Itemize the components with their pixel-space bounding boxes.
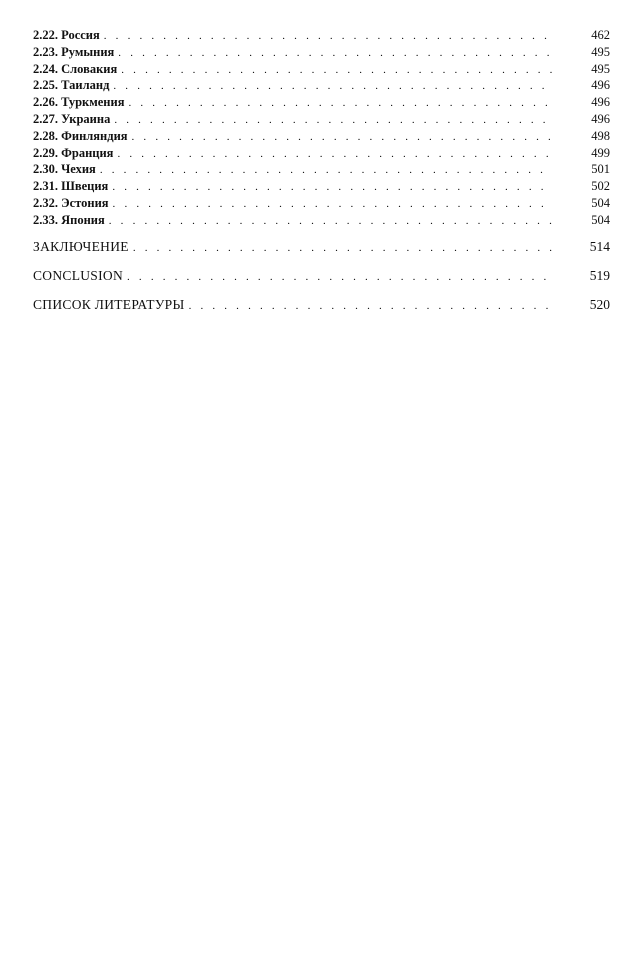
toc-section-title: СПИСОК ЛИТЕРАТУРЫ xyxy=(33,296,185,312)
toc-section-title: ЗАКЛЮЧЕНИЕ xyxy=(33,238,129,254)
toc-entry-slovakia xyxy=(33,62,610,79)
toc-entry-number: 2.22. xyxy=(33,28,58,42)
toc-entry-page: 498 xyxy=(591,128,610,143)
toc-entry-romania xyxy=(33,45,610,62)
toc-entry-number: 2.28. xyxy=(33,128,58,143)
toc-section-title: CONCLUSION xyxy=(33,267,124,283)
toc-entry-page: 504 xyxy=(591,212,610,227)
toc-entry-title: Эстония xyxy=(61,195,109,210)
toc-entry-russia xyxy=(33,28,610,45)
toc-entry-title: Россия xyxy=(61,28,100,42)
toc-entry-number: 2.26. xyxy=(33,95,58,110)
toc-entry-number: 2.25. xyxy=(33,78,58,93)
toc-entry-number: 2.32. xyxy=(33,195,58,210)
toc-entry-title: Швеция xyxy=(61,179,109,194)
dot-leader xyxy=(114,114,552,126)
toc-entry-title: Франция xyxy=(61,145,114,160)
toc-entry-page: 504 xyxy=(591,195,610,210)
toc-section-conclusion-en xyxy=(33,268,610,288)
toc-entry-page: 462 xyxy=(591,28,610,42)
toc-entry-title: Финляндия xyxy=(61,128,128,143)
toc-entry-number: 2.23. xyxy=(33,44,58,59)
toc-entry-number: 2.24. xyxy=(33,61,58,76)
toc-entry-title: Украина xyxy=(61,111,111,126)
dot-leader xyxy=(112,181,552,193)
dot-leader xyxy=(104,30,552,42)
toc-entry-title: Туркмения xyxy=(61,95,125,110)
toc-entry-page: 501 xyxy=(591,162,610,177)
toc-entry-estonia xyxy=(33,196,610,213)
dot-leader xyxy=(127,271,552,283)
dot-leader xyxy=(109,215,552,227)
dot-leader xyxy=(121,64,552,76)
toc-entry-page: 502 xyxy=(591,179,610,194)
toc-entry-czechia xyxy=(33,162,610,179)
toc-entry-number: 2.31. xyxy=(33,179,58,194)
toc-section-conclusion-ru xyxy=(33,239,610,259)
dot-leader xyxy=(189,300,552,312)
toc-entry-finland xyxy=(33,129,610,146)
table-of-contents xyxy=(33,28,610,317)
toc-entry-thailand xyxy=(33,78,610,95)
toc-entry-ukraine xyxy=(33,112,610,129)
toc-section-page: 520 xyxy=(589,296,610,312)
dot-leader xyxy=(117,148,552,160)
dot-leader xyxy=(128,97,552,109)
toc-section-page: 519 xyxy=(589,267,610,283)
toc-entry-title: Румыния xyxy=(61,44,115,59)
toc-entry-title: Чехия xyxy=(61,162,96,177)
toc-entry-turkmenistan xyxy=(33,95,610,112)
toc-entry-france xyxy=(33,146,610,163)
toc-entry-page: 495 xyxy=(591,44,610,59)
toc-entry-number: 2.29. xyxy=(33,145,58,160)
toc-entry-title: Таиланд xyxy=(61,78,110,93)
toc-entry-title: Япония xyxy=(61,212,105,227)
toc-entry-number: 2.27. xyxy=(33,111,58,126)
toc-entry-page: 499 xyxy=(591,145,610,160)
dot-leader xyxy=(113,198,552,210)
dot-leader xyxy=(133,242,552,254)
toc-entry-title: Словакия xyxy=(61,61,118,76)
dot-leader xyxy=(113,80,552,92)
dot-leader xyxy=(100,164,552,176)
dot-leader xyxy=(118,47,552,59)
toc-entry-page: 496 xyxy=(591,95,610,110)
toc-entry-number: 2.30. xyxy=(33,162,58,177)
dot-leader xyxy=(132,131,552,143)
toc-section-page: 514 xyxy=(589,238,610,254)
toc-entry-number: 2.33. xyxy=(33,212,58,227)
toc-entry-japan xyxy=(33,213,610,230)
toc-section-bibliography xyxy=(33,297,610,317)
toc-entry-page: 496 xyxy=(591,111,610,126)
toc-entry-page: 495 xyxy=(591,61,610,76)
toc-entry-page: 496 xyxy=(591,78,610,93)
toc-entry-sweden xyxy=(33,179,610,196)
